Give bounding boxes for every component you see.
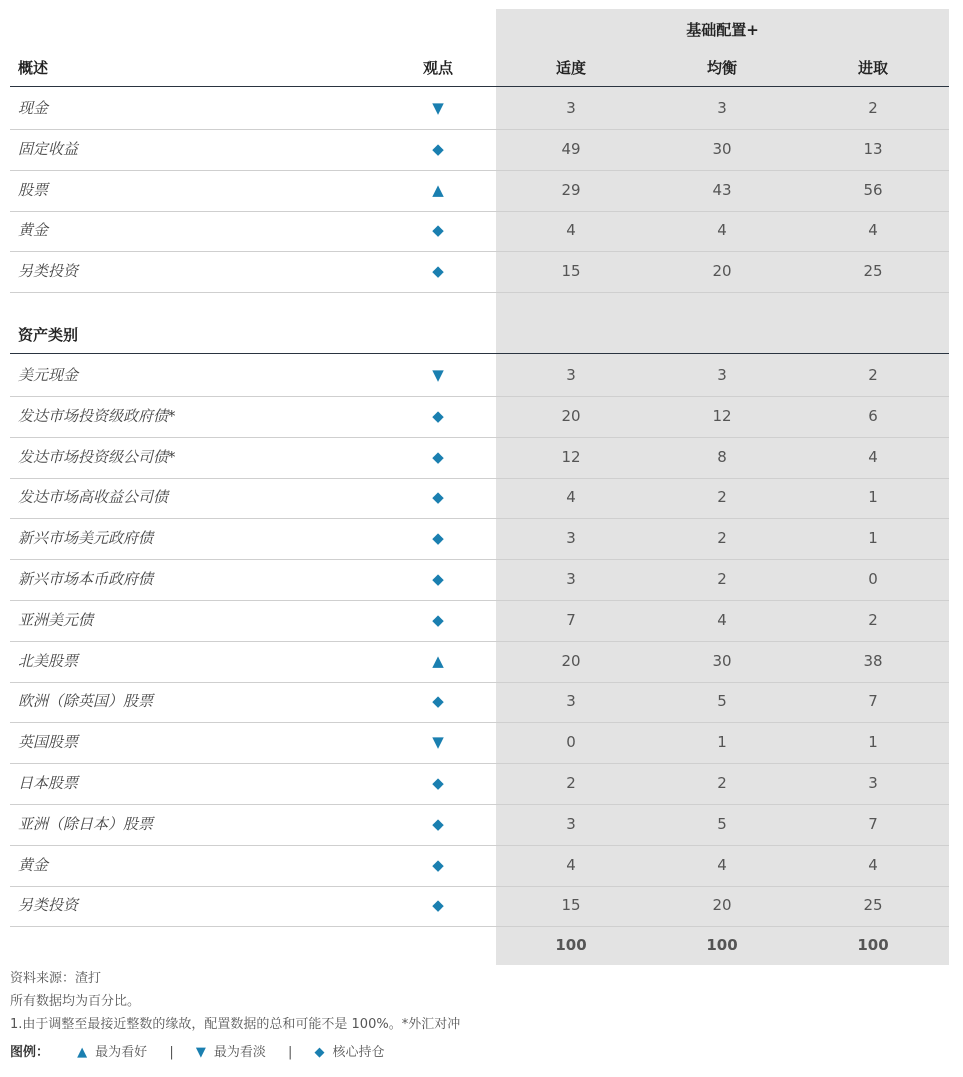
totals-row — [10, 926, 949, 965]
diamond-icon: ◆ — [432, 447, 444, 466]
row-label: 发达市场高收益公司债 — [18, 488, 169, 507]
row-label: 股票 — [18, 180, 49, 199]
value-aggressive: 4 — [868, 221, 878, 240]
header-aggressive: 进取 — [857, 59, 888, 77]
diamond-icon: ◆ — [432, 814, 444, 833]
table-row — [10, 681, 949, 723]
diamond-icon: ◆ — [432, 692, 444, 711]
down-triangle-icon: ▼ — [432, 733, 444, 752]
down-triangle-icon: ▼ — [432, 366, 444, 384]
value-moderate: 20 — [561, 651, 581, 670]
diamond-icon: ◆ — [432, 774, 444, 792]
table-row — [10, 88, 949, 130]
value-balanced: 1 — [717, 733, 727, 752]
legend-down-label: 最为看淡 — [213, 1045, 266, 1060]
row-label: 欧洲（除英国）股票 — [18, 692, 154, 711]
value-moderate: 4 — [566, 221, 576, 240]
legend — [10, 1042, 385, 1064]
row-label: 亚洲美元债 — [18, 610, 94, 629]
value-moderate: 3 — [566, 570, 576, 588]
table-row — [10, 477, 949, 519]
table-row — [10, 559, 949, 601]
value-balanced: 20 — [712, 262, 732, 281]
value-moderate: 29 — [561, 180, 581, 199]
value-moderate: 4 — [566, 855, 576, 874]
row-label: 英国股票 — [18, 733, 79, 752]
table-row — [10, 885, 949, 927]
value-moderate: 3 — [566, 99, 576, 117]
diamond-icon: ◆ — [432, 610, 444, 629]
table-row — [10, 355, 949, 397]
value-moderate: 3 — [566, 692, 576, 711]
row-label: 新兴市场本币政府债 — [18, 570, 154, 588]
value-moderate: 20 — [561, 406, 581, 425]
legend-separator: | — [288, 1045, 293, 1060]
diamond-icon: ◆ — [432, 139, 444, 158]
table-row — [10, 129, 949, 171]
table-row — [10, 251, 949, 293]
row-label: 另类投资 — [18, 262, 79, 281]
value-aggressive: 13 — [863, 139, 883, 158]
header-view: 观点 — [422, 59, 453, 77]
value-balanced: 5 — [717, 814, 727, 833]
diamond-icon: ◆ — [432, 262, 444, 281]
value-moderate: 12 — [561, 447, 581, 466]
up-triangle-icon: ▲ — [432, 180, 444, 199]
value-aggressive: 1 — [868, 488, 878, 507]
total-aggressive: 100 — [857, 936, 889, 954]
table-row — [10, 210, 949, 252]
row-label: 黄金 — [18, 221, 49, 240]
table-header — [10, 49, 949, 87]
value-moderate: 0 — [566, 733, 576, 752]
diamond-icon: ◆ — [432, 406, 444, 425]
value-balanced: 30 — [712, 651, 732, 670]
value-aggressive: 7 — [868, 814, 878, 833]
row-label: 另类投资 — [18, 896, 79, 915]
row-label: 美元现金 — [18, 366, 79, 384]
legend-separator: | — [169, 1045, 174, 1060]
table-row — [10, 763, 949, 805]
diamond-icon: ◆ — [432, 221, 444, 240]
value-moderate: 3 — [566, 814, 576, 833]
value-aggressive: 2 — [868, 610, 878, 629]
value-aggressive: 38 — [863, 651, 883, 670]
row-label: 黄金 — [18, 855, 49, 874]
row-label: 亚洲（除日本）股票 — [18, 814, 154, 833]
value-aggressive: 1 — [868, 733, 878, 752]
value-balanced: 12 — [712, 406, 732, 425]
down-triangle-icon: ▼ — [195, 1045, 206, 1060]
row-label: 新兴市场美元政府债 — [18, 529, 154, 548]
diamond-icon: ◆ — [432, 896, 444, 915]
up-triangle-icon: ▲ — [432, 651, 444, 670]
value-balanced: 8 — [717, 447, 727, 466]
legend-core-label: 核心持仓 — [332, 1045, 385, 1060]
value-balanced: 2 — [717, 774, 727, 792]
row-label: 发达市场投资级公司债* — [18, 447, 176, 466]
header-moderate: 适度 — [555, 59, 586, 77]
table-row — [10, 437, 949, 479]
table-row — [10, 170, 949, 212]
up-triangle-icon: ▲ — [77, 1045, 88, 1060]
asset-section-title: 资产类别 — [18, 326, 79, 344]
value-aggressive: 25 — [863, 262, 883, 281]
value-aggressive: 2 — [868, 366, 878, 384]
percent-note: 所有数据均为百分比。 — [10, 994, 141, 1009]
table-row — [10, 722, 949, 764]
legend-title: 图例： — [10, 1045, 50, 1060]
value-moderate: 3 — [566, 366, 576, 384]
footnotes — [10, 967, 460, 1036]
asset-section-header — [10, 316, 949, 354]
value-balanced: 5 — [717, 692, 727, 711]
row-label: 日本股票 — [18, 774, 79, 792]
value-balanced: 20 — [712, 896, 732, 915]
value-aggressive: 25 — [863, 896, 883, 915]
value-balanced: 4 — [717, 855, 727, 874]
down-triangle-icon: ▼ — [432, 99, 444, 117]
value-balanced: 4 — [717, 221, 727, 240]
group-header: 基础配置+ — [686, 21, 759, 39]
diamond-icon: ◆ — [432, 570, 444, 588]
table-row — [10, 518, 949, 560]
row-label: 发达市场投资级政府债* — [18, 406, 176, 425]
row-label: 固定收益 — [18, 139, 79, 158]
table-row — [10, 396, 949, 438]
value-balanced: 30 — [712, 139, 732, 158]
value-balanced: 4 — [717, 610, 727, 629]
value-moderate: 49 — [561, 139, 581, 158]
table-row — [10, 600, 949, 642]
header-overview: 概述 — [18, 59, 49, 77]
diamond-icon: ◆ — [432, 855, 444, 874]
value-balanced: 2 — [717, 570, 727, 588]
table-row — [10, 641, 949, 683]
value-moderate: 2 — [566, 774, 576, 792]
value-moderate: 15 — [561, 896, 581, 915]
total-moderate: 100 — [555, 936, 587, 954]
value-moderate: 4 — [566, 488, 576, 507]
table-row — [10, 845, 949, 887]
value-balanced: 43 — [712, 180, 732, 199]
row-label: 现金 — [18, 99, 49, 117]
value-aggressive: 3 — [868, 774, 878, 792]
value-balanced: 2 — [717, 488, 727, 507]
value-balanced: 3 — [717, 366, 727, 384]
value-aggressive: 0 — [868, 570, 878, 588]
value-moderate: 7 — [566, 610, 576, 629]
value-balanced: 3 — [717, 99, 727, 117]
value-aggressive: 4 — [868, 855, 878, 874]
value-aggressive: 2 — [868, 99, 878, 117]
row-label: 北美股票 — [18, 651, 79, 670]
value-moderate: 3 — [566, 529, 576, 548]
value-moderate: 15 — [561, 262, 581, 281]
value-aggressive: 4 — [868, 447, 878, 466]
value-aggressive: 56 — [863, 180, 883, 199]
table-row — [10, 804, 949, 846]
rounding-note: 1.由于调整至最接近整数的缘故，配置数据的总和可能不是 100%。*外汇对冲 — [10, 1017, 461, 1032]
value-aggressive: 1 — [868, 529, 878, 548]
diamond-icon: ◆ — [432, 488, 444, 507]
legend-up-label: 最为看好 — [95, 1045, 148, 1060]
value-aggressive: 6 — [868, 406, 878, 425]
total-balanced: 100 — [706, 936, 738, 954]
source-note: 资料来源：渣打 — [10, 971, 102, 986]
diamond-icon: ◆ — [432, 529, 444, 548]
header-balanced: 均衡 — [706, 59, 737, 77]
diamond-icon: ◆ — [314, 1045, 325, 1060]
value-aggressive: 7 — [868, 692, 878, 711]
value-balanced: 2 — [717, 529, 727, 548]
